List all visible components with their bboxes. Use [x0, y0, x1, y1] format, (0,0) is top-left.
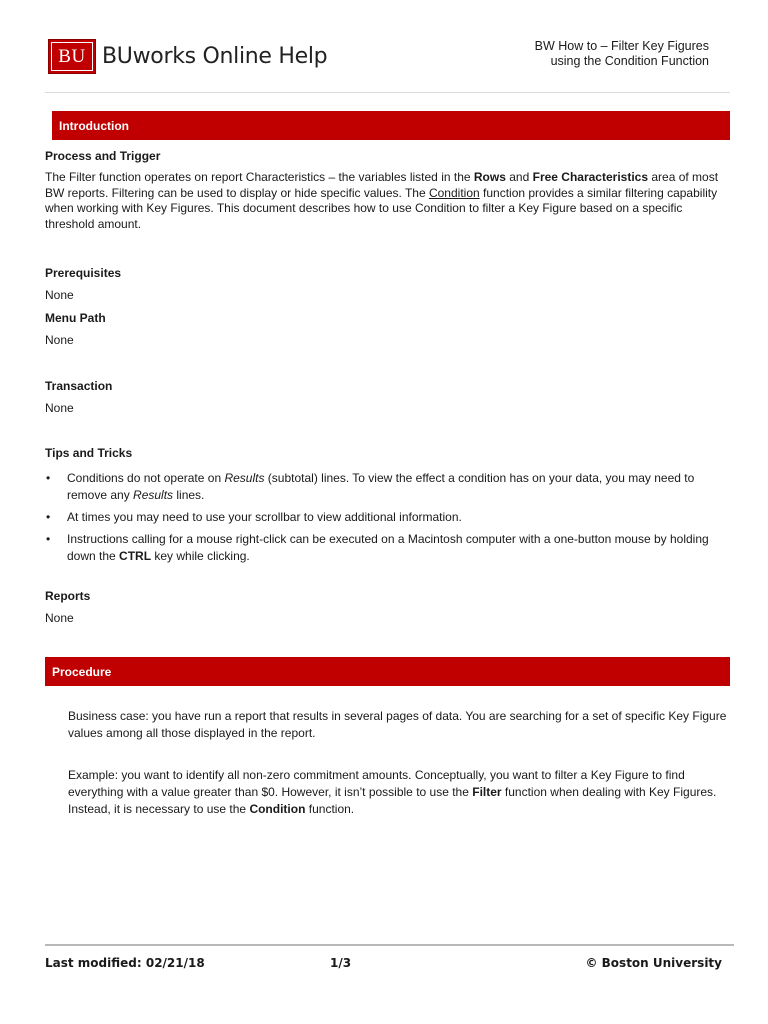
page-number: 1/3 — [330, 956, 352, 970]
transaction-heading: Transaction — [45, 379, 113, 393]
procedure-section-bar: Procedure — [45, 657, 730, 686]
example-paragraph: Example: you want to identify all non-zero commitment amounts. Conceptually, you want to filter a Key Figure to find everything with a value greater than $0. However, it isn’t possible to use the Filter function when dealing with Key Figures. Instead, it is necessary to use the Condition function. — [68, 768, 717, 816]
header-divider — [45, 92, 730, 93]
tips-list — [45, 470, 735, 570]
list-item: • At times you may need to use your scrollbar to view additional information. — [45, 509, 735, 526]
tips-heading: Tips and Tricks — [45, 446, 133, 460]
menu-path-heading: Menu Path — [45, 311, 106, 325]
transaction-value: None — [45, 401, 74, 415]
reports-value: None — [45, 611, 74, 625]
bu-logo — [48, 39, 327, 74]
process-paragraph: The Filter function operates on report Characteristics – the variables listed in the Rows and Free Characteristics area of most BW reports. Filtering can be used to display or hide specific values. The Condition function provides a similar filtering capability when working with Key Figures. This document describes how to use Condition to filter a Key Figure based on a specific threshold amount. — [45, 170, 719, 231]
copyright: © Boston University — [585, 956, 722, 970]
reports-heading: Reports — [45, 589, 91, 603]
business-case-paragraph: Business case: you have run a report that results in several pages of data. You are searching for a set of specific Key Figure values among all those displayed in the report. — [68, 709, 727, 740]
footer-divider — [45, 944, 734, 946]
last-modified: Last modified: 02/21/18 — [45, 956, 205, 970]
list-item: • Conditions do not operate on Results (subtotal) lines. To view the effect a condition has on your data, you may need to remove any Results lines. — [45, 470, 735, 504]
prerequisites-value: None — [45, 288, 74, 302]
list-item: • Instructions calling for a mouse right-click can be executed on a Macintosh computer with a one-button mouse by holding down the CTRL key while clicking. — [45, 531, 735, 565]
bu-logo-mark: BU — [48, 39, 96, 74]
prerequisites-heading: Prerequisites — [45, 266, 122, 280]
document-title: BW How to – Filter Key Figures using the Condition Function — [534, 39, 709, 68]
introduction-section-bar: Introduction — [52, 111, 730, 140]
process-heading: Process and Trigger — [45, 149, 161, 163]
site-title: BUworks Online Help — [102, 44, 328, 69]
menu-path-value: None — [45, 333, 74, 347]
